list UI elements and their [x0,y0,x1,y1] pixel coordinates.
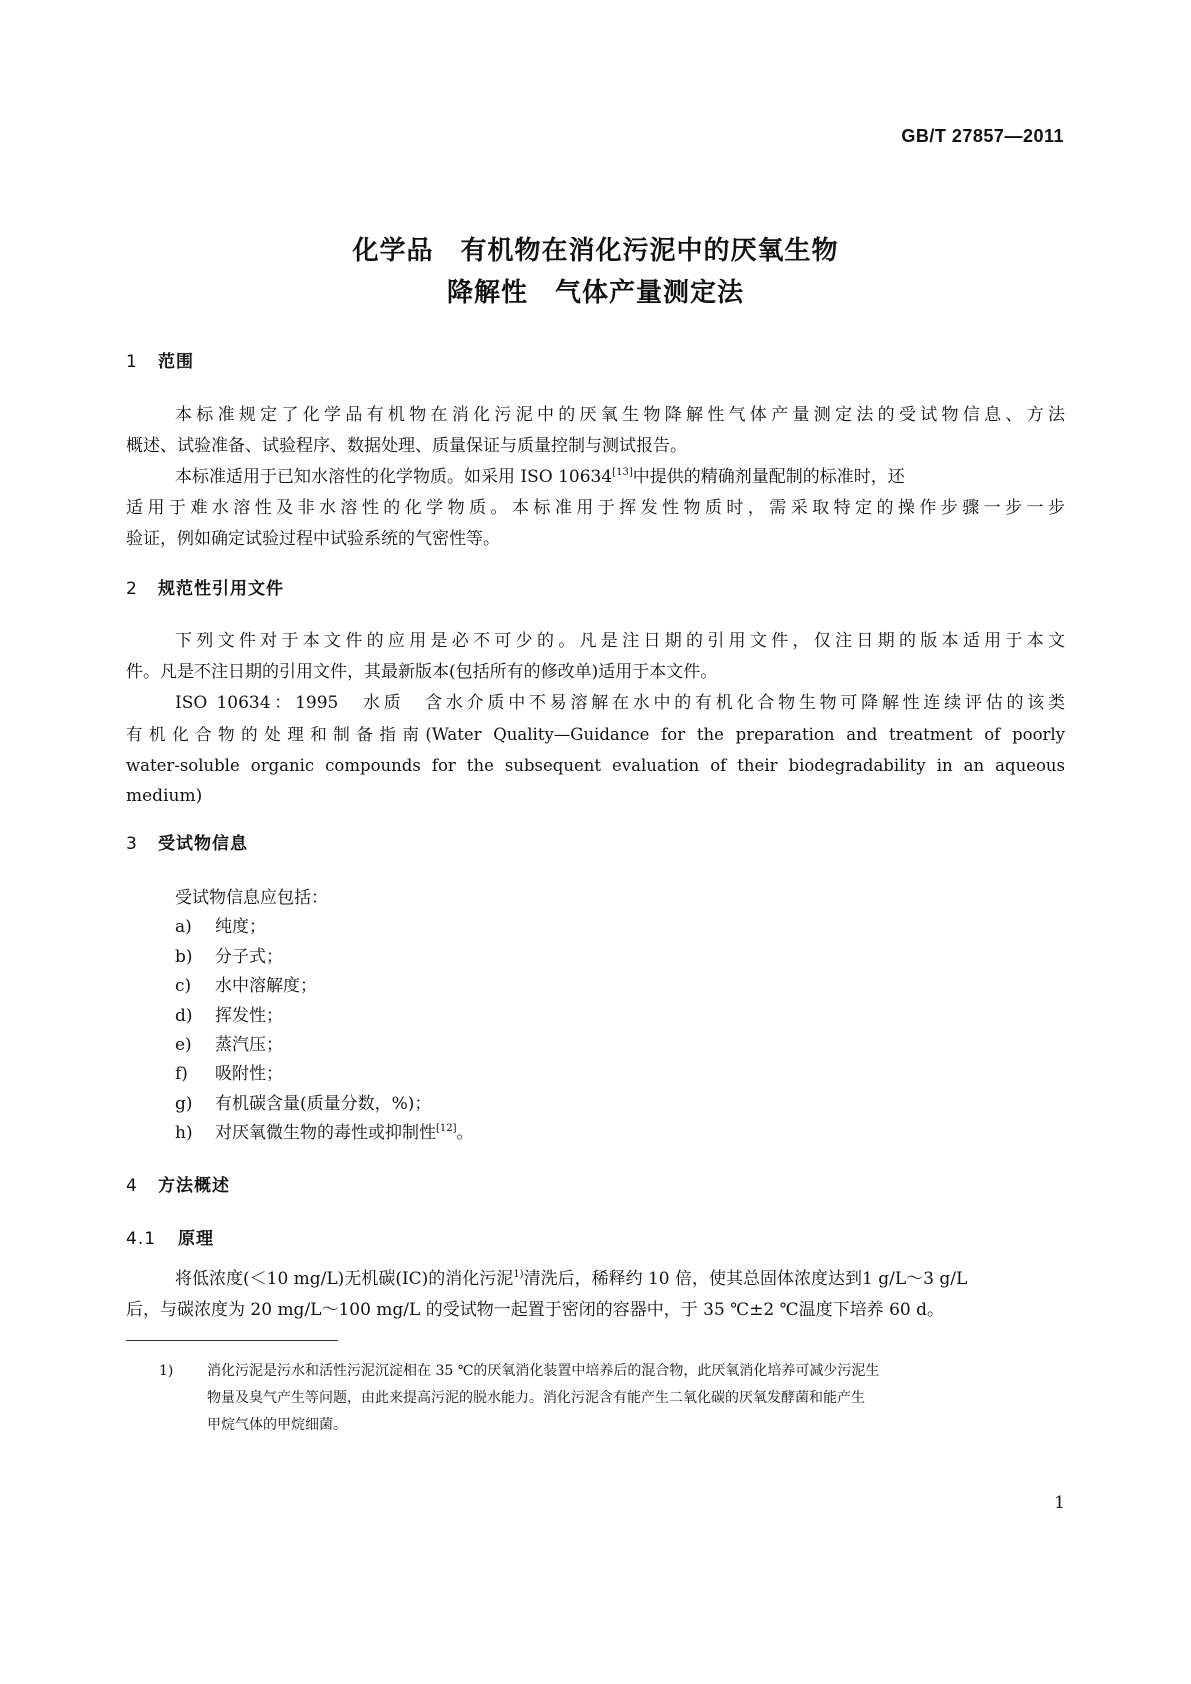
footnote-number: 1) [159,1363,174,1379]
section-number: 4 [126,1176,138,1196]
section-title: 受试物信息 [158,834,248,854]
section-2-body [126,626,1065,812]
text-line: 适用于难水溶性及非水溶性的化学物质。本标准用于挥发性物质时，需采取特定的操作步骤一步一步 [126,498,1065,518]
text-line: 下列文件对于本文件的应用是必不可少的。凡是注日期的引用文件，仅注日期的版本适用于本文 [175,631,1065,651]
list-item: a) 纯度； [175,917,266,938]
standard-number: GB/T 27857—2011 [901,126,1064,146]
footnote [159,1358,1065,1439]
reference-mark: [12] [436,1123,457,1135]
document-title-line-1: 化学品 有机物在消化污泥中的厌氧生物 [352,236,839,266]
section-3-list [175,884,474,1149]
page-number: 1 [1054,1493,1065,1513]
text-line: 后，与碳浓度为 20 mg/L～100 mg/L 的受试物一起置于密闭的容器中，于 35 ℃±2 ℃温度下培养 60 d。 [126,1300,944,1320]
list-item: e) 蒸汽压； [175,1035,283,1056]
text-line: 件。凡是不注日期的引用文件，其最新版本(包括所有的修改单)适用于本文件。 [126,662,718,682]
text-line: 概述、试验准备、试验程序、数据处理、质量保证与质量控制与测试报告。 [126,436,687,456]
text-line: 本标准规定了化学品有机物在消化污泥中的厌氧生物降解性气体产量测定法的受试物信息、方法 [175,405,1065,425]
section-4-heading [126,1171,230,1196]
footnote-mark: 1) [513,1269,524,1280]
section-number: 1 [126,352,138,372]
section-title: 方法概述 [158,1176,230,1196]
list-item: f) 吸附性； [175,1064,283,1085]
subsection-number: 4.1 [126,1229,157,1249]
text-line: medium) [126,786,203,806]
list-item: d) 挥发性； [175,1005,283,1026]
section-1-body [126,400,1065,555]
document-title-line-2: 降解性 气体产量测定法 [446,278,744,308]
section-number: 3 [126,834,138,854]
footnote-line: 消化污泥是污水和活性污泥沉淀相在 35 ℃的厌氧消化装置中培养后的混合物，此厌氧消化培养可减少污泥生 [207,1363,880,1379]
text-line: water-soluble organic compounds for the subsequent evaluation of their biodegradability in an aqueous [126,756,1065,775]
text-line: ISO 10634：1995 水质 含水介质中不易溶解在水中的有机化合物生物可降解性连续评估的该类 [175,693,1065,713]
section-title: 规范性引用文件 [158,579,284,599]
section-4-1-body [126,1264,1065,1326]
subsection-4-1-heading [126,1224,214,1249]
list-item: c) 水中溶解度； [175,976,317,997]
text-line: 有机化合物的处理和制备指南(Water Quality—Guidance for the preparation and treatment of poorly [126,725,1065,744]
reference-mark: [13] [612,467,633,478]
list-item: b) 分子式； [175,946,283,967]
text-line: 本标准适用于已知水溶性的化学物质。如采用 ISO 10634[13]中提供的精确剂量配制的标准时，还 [175,467,905,487]
footnote-divider [126,1340,338,1341]
section-title: 范围 [158,352,194,372]
subsection-title: 原理 [178,1229,214,1249]
text-line: 验证，例如确定试验过程中试验系统的气密性等。 [126,529,500,549]
list-intro: 受试物信息应包括： [175,888,328,908]
section-number: 2 [126,579,138,599]
section-3-heading [126,829,248,854]
footnote-line: 甲烷气体的甲烷细菌。 [207,1417,347,1433]
list-item: h) 对厌氧微生物的毒性或抑制性[12]。 [175,1123,474,1144]
section-1-heading [126,347,194,372]
footnote-line: 物量及臭气产生等问题，由此来提高污泥的脱水能力。消化污泥含有能产生二氧化碳的厌氧发酵菌和能产生 [207,1390,865,1406]
section-2-heading [126,574,284,599]
list-item: g) 有机碳含量(质量分数，%)； [175,1093,432,1114]
text-line: 将低浓度(＜10 mg/L)无机碳(IC)的消化污泥$^{1)}$清洗后，稀释约 10 倍，使其总固体浓度达到1 g/L～3 g/L [175,1269,968,1289]
